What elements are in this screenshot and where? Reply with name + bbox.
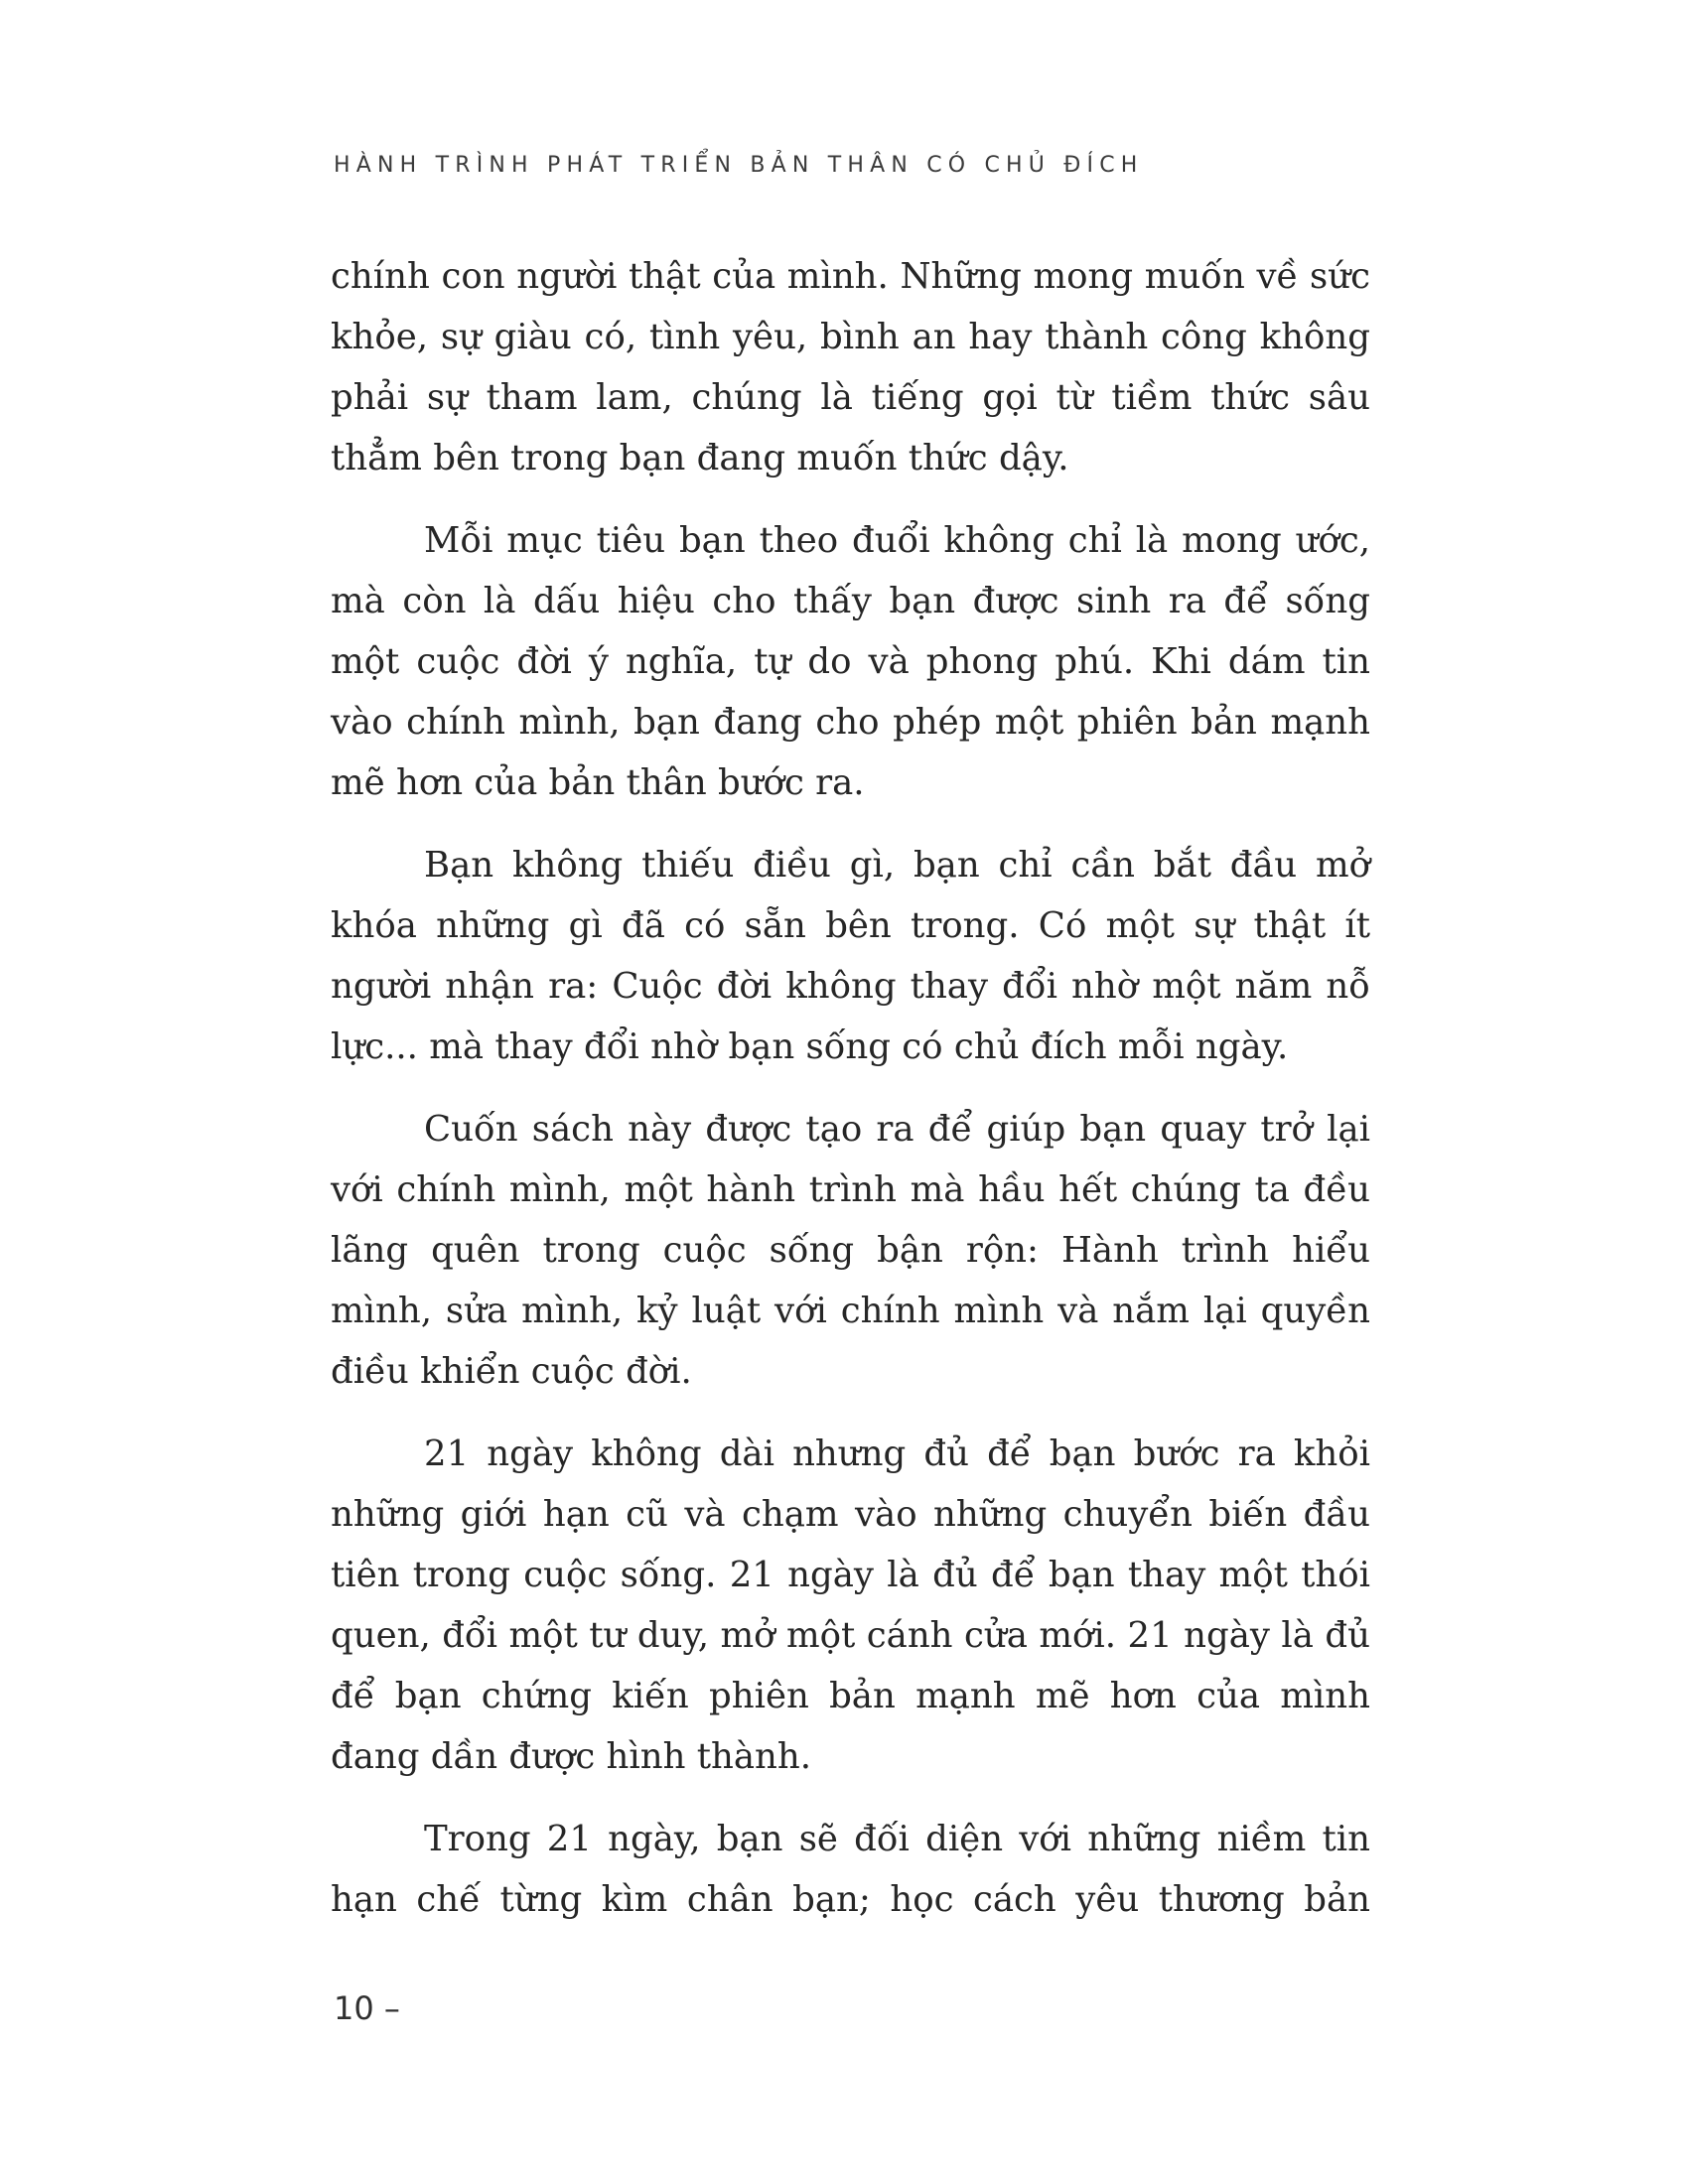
paragraph: Mỗi mục tiêu bạn theo đuổi không chỉ là mong ước, mà còn là dấu hiệu cho thấy bạn được sinh ra để sống một cuộc đời ý nghĩa, tự do và phong phú. Khi dám tin vào chính mình, bạn đang cho phép một phiên bản mạnh mẽ hơn của bản thân bước ra. <box>331 520 1370 803</box>
paragraph: 21 ngày không dài nhưng đủ để bạn bước ra khỏi những giới hạn cũ và chạm vào những chuyển biến đầu tiên trong cuộc sống. 21 ngày là đủ để bạn thay một thói quen, đổi một tư duy, mở một cánh cửa mới. 21 ngày là đủ để bạn chứng kiến phiên bản mạnh mẽ hơn của mình đang dần được hình thành. <box>331 1433 1370 1777</box>
paragraph: chính con người thật của mình. Những mong muốn về sức khỏe, sự giàu có, tình yêu, bình an hay thành công không phải sự tham lam, chúng là tiếng gọi từ tiềm thức sâu thẳm bên trong bạn đang muốn thức dậy. <box>331 256 1370 478</box>
running-header: HÀNH TRÌNH PHÁT TRIỂN BẢN THÂN CÓ CHỦ ĐÍCH <box>334 153 1144 178</box>
page-number: 10 – <box>334 1989 400 2027</box>
body-text <box>331 246 1370 1930</box>
paragraph: Trong 21 ngày, bạn sẽ đối diện với những niềm tin hạn chế từng kìm chân bạn; học cách yêu thương bản <box>331 1819 1370 1920</box>
paragraph: Cuốn sách này được tạo ra để giúp bạn quay trở lại với chính mình, một hành trình mà hầu hết chúng ta đều lãng quên trong cuộc sống bận rộn: Hành trình hiểu mình, sửa mình, kỷ luật với chính mình và nắm lại quyền điều khiển cuộc đời. <box>331 1109 1370 1392</box>
paragraph: Bạn không thiếu điều gì, bạn chỉ cần bắt đầu mở khóa những gì đã có sẵn bên trong. Có một sự thật ít người nhận ra: Cuộc đời không thay đổi nhờ một năm nỗ lực... mà thay đổi nhờ bạn sống có chủ đích mỗi ngày. <box>331 845 1370 1067</box>
